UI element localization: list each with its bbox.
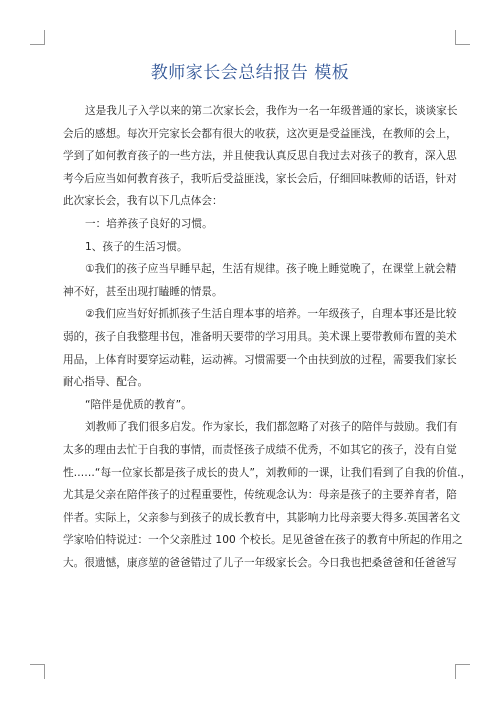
body-line: 耐心指导、配合。	[63, 376, 149, 389]
body-line: 尤其是父亲在陪伴孩子的过程重要性，传统观念认为：母亲是孩子的主要养育者，陪	[63, 489, 457, 502]
body-line: 这是我儿子入学以来的第二次家长会，我作为一名一年级普通的家长，谈谈家长	[85, 105, 458, 117]
body-line: ①我们的孩子应当早睡早起，生活有规律。孩子晚上睡觉晚了，在课堂上就会精	[85, 263, 457, 276]
document-title: 教师家长会总结报告 模板	[150, 63, 350, 83]
body-line: 一：培养孩子良好的习惯。	[85, 217, 213, 230]
body-line: ②我们应当好好抓抓孩子生活自理本事的培养。一年级孩子，自理本事还是比较	[85, 308, 457, 321]
crop-mark-bottom-left	[30, 664, 45, 679]
body-line: 学到了如何教育孩子的一些方法，并且使我认真反思自我过去对孩子的教育，深入思	[63, 150, 457, 163]
body-line: 大。很遗憾，康彦堃的爸爸错过了儿子一年级家长会。今日我也把桑爸爸和任爸爸写	[63, 556, 457, 569]
body-line: 用品，上体育时要穿运动鞋，运动裤。习惯需要一个由扶到放的过程，需要我们家长	[63, 353, 457, 366]
body-line: 太多的理由去忙于自我的事情，而责怪孩子成绩不优秀，不如其它的孩子，没有自觉	[63, 443, 457, 456]
body-line: 刘教师了我们很多启发。作为家长，我们都忽略了对孩子的陪伴与鼓励。我们有	[85, 421, 458, 434]
body-line: 1、孩子的生活习惯。	[85, 240, 188, 253]
body-line: 会后的感想。每次开完家长会都有很大的收获，这次更是受益匪浅，在教师的会上，	[63, 127, 457, 140]
document-body	[63, 100, 472, 574]
crop-mark-bottom-right	[455, 664, 470, 679]
body-line: 性……“每一位家长都是孩子成长的贵人”，刘教师的一课，让我们看到了自我的价值.，	[63, 466, 472, 479]
body-line: 学家哈伯特说过：一个父亲胜过 100 个校长。足见爸爸在孩子的教育中所起的作用之	[63, 534, 463, 547]
body-line: “陪伴是优质的教育”。	[85, 398, 192, 411]
crop-mark-top-left	[30, 30, 45, 45]
body-line: 伴者。实际上，父亲参与到孩子的成长教育中，其影响力比母亲要大得多.英国著名文	[63, 511, 461, 524]
body-line: 此次家长会，我有以下几点体会：	[63, 195, 223, 208]
body-line: 考今后应当如何教育孩子，我听后受益匪浅，家长会后，仔细回味教师的话语，针对	[63, 172, 457, 185]
crop-mark-top-right	[455, 30, 470, 45]
body-line: 弱的，孩子自我整理书包，准备明天要带的学习用具。美术课上要带教师布置的美术	[63, 330, 457, 343]
body-line: 神不好，甚至出现打瞌睡的情景。	[63, 285, 223, 298]
